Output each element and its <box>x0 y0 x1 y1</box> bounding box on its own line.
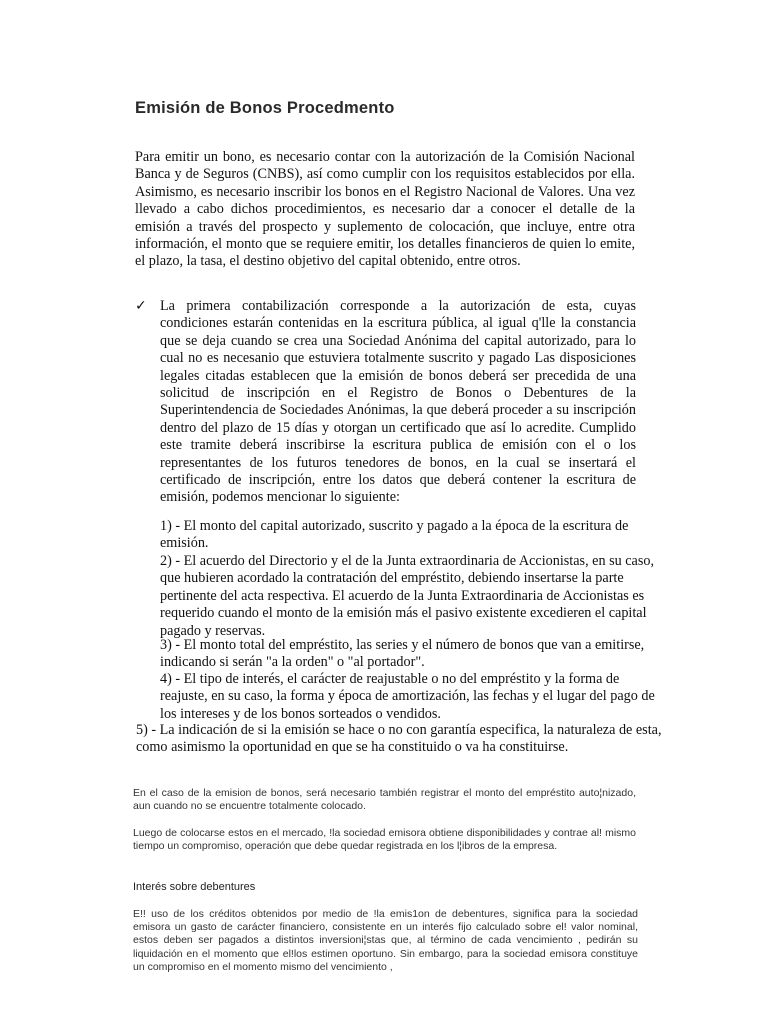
bullet-paragraph: La primera contabilización corresponde a la autorización de esta, cuyas condiciones estarán contenidas en la escritura pública, al igual q'lle la constancia que se deja cuando se crea una Sociedad Anónima del capital autorizado, para lo cual no es necesanio que estuviera totalmente suscrito y pagado Las disposiciones legales citadas establecen que la emisión de bonos deberá ser precedida de una solicitud de inscripción en el Registro de Bonos o Debentures de la Superintendencia de Sociedades Anónimas, la que deberá proceder a su inscripción dentro del plazo de 15 días y otorgan un certificado que así lo acredite. Cumplido este tramite deberá inscribirse la escritura publica de emisión con el o los representantes de los futuros tenedores de bonos, en la cual se insertará el certificado de inscripción, entre los datos que deberá contener la escritura de emisión, podemos mencionar lo siguiente: <box>160 298 636 506</box>
list-item-line: 4) - El tipo de interés, el carácter de reajustable o no del empréstito y la forma de <box>160 671 620 687</box>
list-item-3 <box>160 637 720 672</box>
list-item-1 <box>160 518 720 553</box>
list-item-line: 1) - El monto del capital autorizado, suscrito y pagado a la época de la escritura de <box>160 518 629 534</box>
registro-paragraph: En el caso de la emision de bonos, será necesario también registrar el monto del empréstito auto¦nizado, aun cuando no se encuentre totalmente colocado. <box>133 787 636 813</box>
list-item-line: 2) - El acuerdo del Directorio y el de la Junta extraordinaria de Accionistas, en su caso, <box>160 553 655 569</box>
list-item-line: pagado y reservas. <box>160 622 266 639</box>
list-item-line: los intereses y de los bonos sorteados o vendidos. <box>160 705 441 722</box>
page-title: Emisión de Bonos Procedmento <box>135 99 395 117</box>
intro-paragraph: Para emitir un bono, es necesario contar con la autorización de la Comisión Nacional Banca y de Seguros (CNBS), así como cumplir con los requisitos establecidos por ella. Asimismo, es necesario inscribir los bonos en el Registro Nacional de Valores. Una vez llevado a cabo dichos procedimientos, es necesario dar a conocer el detalle de la emisión a través del prospecto y suplemento de colocación, que incluye, entre otra información, el monto que se requiere emitir, los detalles financieros de quien lo emite, el plazo, la tasa, el destino objetivo del capital obtenido, entre otros. <box>135 149 635 270</box>
list-item-line: que hubieren acordado la contratación del empréstito, debiendo insertarse la parte <box>160 570 624 587</box>
list-item-4 <box>160 671 720 723</box>
list-item-line: 5) - La indicación de si la emisión se hace o no con garantía especifica, la naturaleza de esta, <box>136 722 662 738</box>
section-heading: Interés sobre debentures <box>133 881 256 893</box>
list-item-line: reajuste, en su caso, la forma y época de amortización, las fechas y el lugar del pago de <box>160 688 655 705</box>
list-item-line: requerido cuando el monto de la emisión más el pasivo existente excedieren el capital <box>160 605 647 622</box>
list-item-5 <box>136 722 736 757</box>
list-item-2 <box>160 553 720 640</box>
list-item-line: pertinente del acta respectiva. El acuerdo de la Junta Extraordinaria de Accionistas es <box>160 587 645 604</box>
colocarse-paragraph: Luego de colocarse estos en el mercado, !la sociedad emisora obtiene disponibilidades y contrae al! mismo tiempo un compromiso, operación que debe quedar registrada en los l¦ibros de la empresa. <box>133 827 636 853</box>
checkmark-icon: ✓ <box>135 298 147 314</box>
list-item-line: indicando si serán "a la orden" o "al portador". <box>160 654 425 671</box>
list-item-line: 3) - El monto total del empréstito, las series y el número de bonos que van a emitirse, <box>160 637 645 653</box>
list-item-line: emisión. <box>160 535 209 552</box>
list-item-line: como asimismo la oportunidad en que se ha constituido o va ha constituirse. <box>136 739 569 756</box>
interes-paragraph: E!! uso de los créditos obtenidos por medio de !la emis1on de debentures, significa para la sociedad emisora un gasto de carácter financiero, consistente en un interés fijo calculado sobre el! valor nominal, estos deben ser pagados a distintos inversioni¦stas que, al término de cada vencimiento , pedirán su liquidación en el momento que el!los estimen oportuno. Sin embargo, para la sociedad emisora constituye un compromiso en el momento mismo del vencimiento , <box>133 908 638 973</box>
